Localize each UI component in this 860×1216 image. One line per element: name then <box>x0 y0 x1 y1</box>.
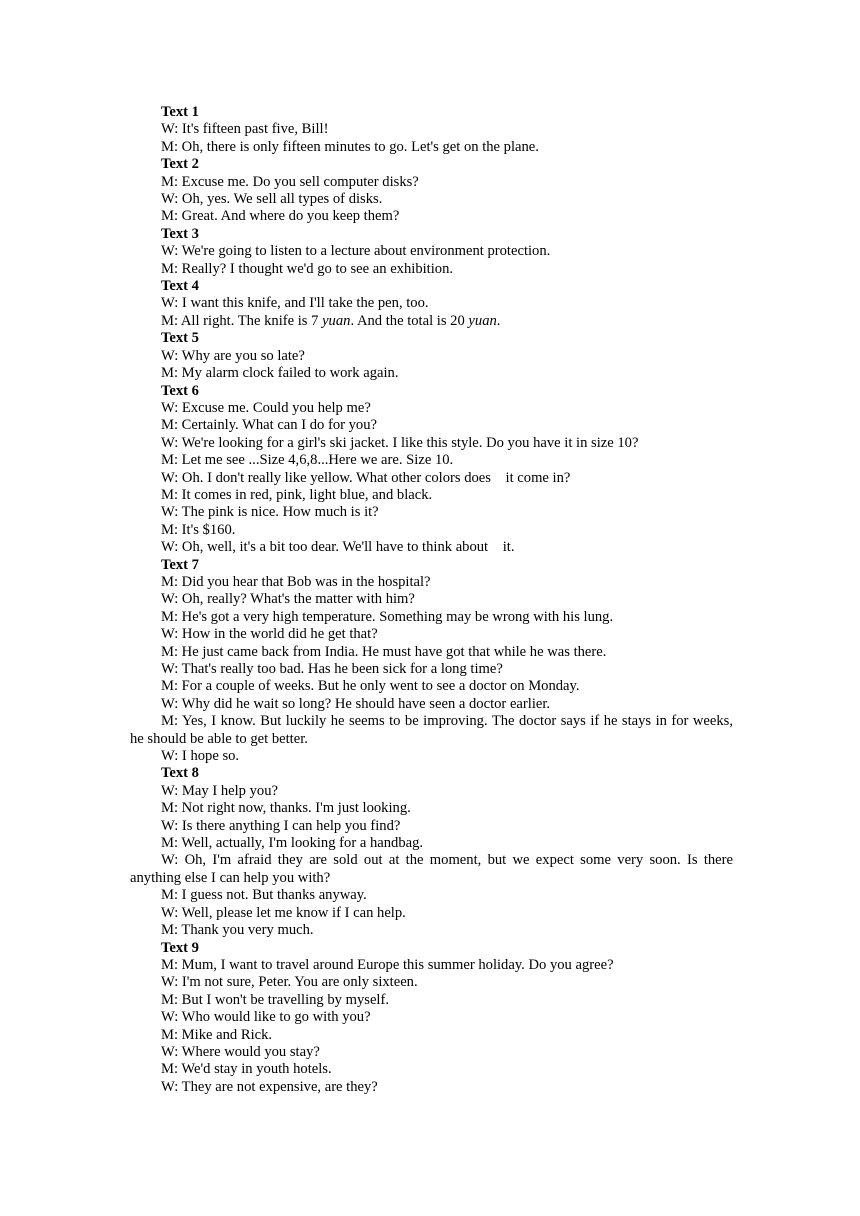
section-heading: Text 1 <box>161 104 199 120</box>
section-heading: Text 2 <box>161 156 199 173</box>
section-heading: Text 9 <box>161 939 199 956</box>
italic-term: yuan <box>468 312 497 329</box>
dialogue-line: M: Well, actually, I'm looking for a handbag. <box>161 835 424 852</box>
dialogue-line: W: I hope so. <box>161 748 240 765</box>
dialogue-line: M: I guess not. But thanks anyway. <box>161 887 367 904</box>
dialogue-line: W: How in the world did he get that? <box>161 626 378 643</box>
dialogue-line: W: Oh. I don't really like yellow. What other colors does it come in? <box>161 469 571 486</box>
dialogue-line: M: Excuse me. Do you sell computer disks? <box>161 173 419 190</box>
dialogue-line: M: He just came back from India. He must have got that while he was there. <box>161 643 607 660</box>
dialogue-line: W: Oh, really? What's the matter with him? <box>161 591 415 608</box>
dialogue-line: M: He's got a very high temperature. Something may be wrong with his lung. <box>161 608 614 625</box>
dialogue-line: M: Really? I thought we'd go to see an exhibition. <box>161 260 454 277</box>
dialogue-line: M: We'd stay in youth hotels. <box>161 1061 332 1078</box>
dialogue-line: M: For a couple of weeks. But he only went to see a doctor on Monday. <box>161 678 580 695</box>
italic-term: yuan <box>322 312 351 329</box>
dialogue-line: W: We're looking for a girl's ski jacket. I like this style. Do you have it in size 10? <box>161 434 639 451</box>
dialogue-line: M: It's $160. <box>161 521 236 538</box>
dialogue-line: M: It comes in red, pink, light blue, and black. <box>161 486 433 503</box>
dialogue-line: W: They are not expensive, are they? <box>161 1078 378 1095</box>
dialogue-line: W: Oh, yes. We sell all types of disks. <box>161 191 383 208</box>
section-heading: Text 7 <box>161 556 199 573</box>
dialogue-line: M: Great. And where do you keep them? <box>161 208 400 225</box>
dialogue-line: M: Thank you very much. <box>161 922 314 939</box>
dialogue-line: W: Where would you stay? <box>161 1043 320 1060</box>
dialogue-line: W: Why are you so late? <box>161 347 305 364</box>
dialogue-line: W: I'm not sure, Peter. You are only sixteen. <box>161 974 418 991</box>
text-fragment: . <box>496 312 501 329</box>
section-heading: Text 5 <box>161 330 199 347</box>
dialogue-line: W: Oh, I'm afraid they are sold out at the moment, but we expect some very soon. Is there anything else I can help you with? <box>130 852 737 886</box>
dialogue-line: W: May I help you? <box>161 782 278 799</box>
section-heading: Text 4 <box>161 278 199 295</box>
dialogue-line: M: Certainly. What can I do for you? <box>161 417 378 434</box>
dialogue-line: M: Mike and Rick. <box>161 1026 273 1043</box>
section-heading: Text 3 <box>161 225 199 242</box>
dialogue-line: W: Oh, well, it's a bit too dear. We'll have to think about it. <box>161 539 515 556</box>
dialogue-line: M: Did you hear that Bob was in the hospital? <box>161 573 431 590</box>
dialogue-line: W: It's fifteen past five, Bill! <box>161 121 329 138</box>
dialogue-line: M: Oh, there is only fifteen minutes to go. Let's get on the plane. <box>161 138 539 155</box>
dialogue-line: W: The pink is nice. How much is it? <box>161 504 379 521</box>
dialogue-line: M: But I won't be travelling by myself. <box>161 991 389 1008</box>
section-heading: Text 6 <box>161 382 199 399</box>
dialogue-line: W: Well, please let me know if I can help. <box>161 904 406 921</box>
dialogue-line: W: Who would like to go with you? <box>161 1009 371 1026</box>
dialogue-line: W: Excuse me. Could you help me? <box>161 399 371 416</box>
dialogue-line: W: I want this knife, and I'll take the pen, too. <box>161 295 429 312</box>
document-page <box>130 104 737 1096</box>
dialogue-line: W: We're going to listen to a lecture about environment protection. <box>161 243 551 260</box>
dialogue-line: W: That's really too bad. Has he been sick for a long time? <box>161 661 503 677</box>
dialogue-line: M: Not right now, thanks. I'm just looking. <box>161 800 411 817</box>
dialogue-line: W: Why did he wait so long? He should have seen a doctor earlier. <box>161 695 551 712</box>
dialogue-line <box>130 313 733 330</box>
dialogue-line: M: Let me see ...Size 4,6,8...Here we are. Size 10. <box>161 452 454 469</box>
section-heading: Text 8 <box>161 765 199 782</box>
dialogue-line: M: Yes, I know. But luckily he seems to be improving. The doctor says if he stays in for weeks, he should be able to get better. <box>130 713 737 747</box>
dialogue-line: M: Mum, I want to travel around Europe this summer holiday. Do you agree? <box>161 956 614 973</box>
dialogue-line: W: Is there anything I can help you find? <box>161 817 401 834</box>
dialogue-line: M: My alarm clock failed to work again. <box>161 365 399 382</box>
text-fragment: M: All right. The knife is 7 <box>161 312 323 329</box>
text-fragment: . And the total is 20 <box>350 312 469 329</box>
